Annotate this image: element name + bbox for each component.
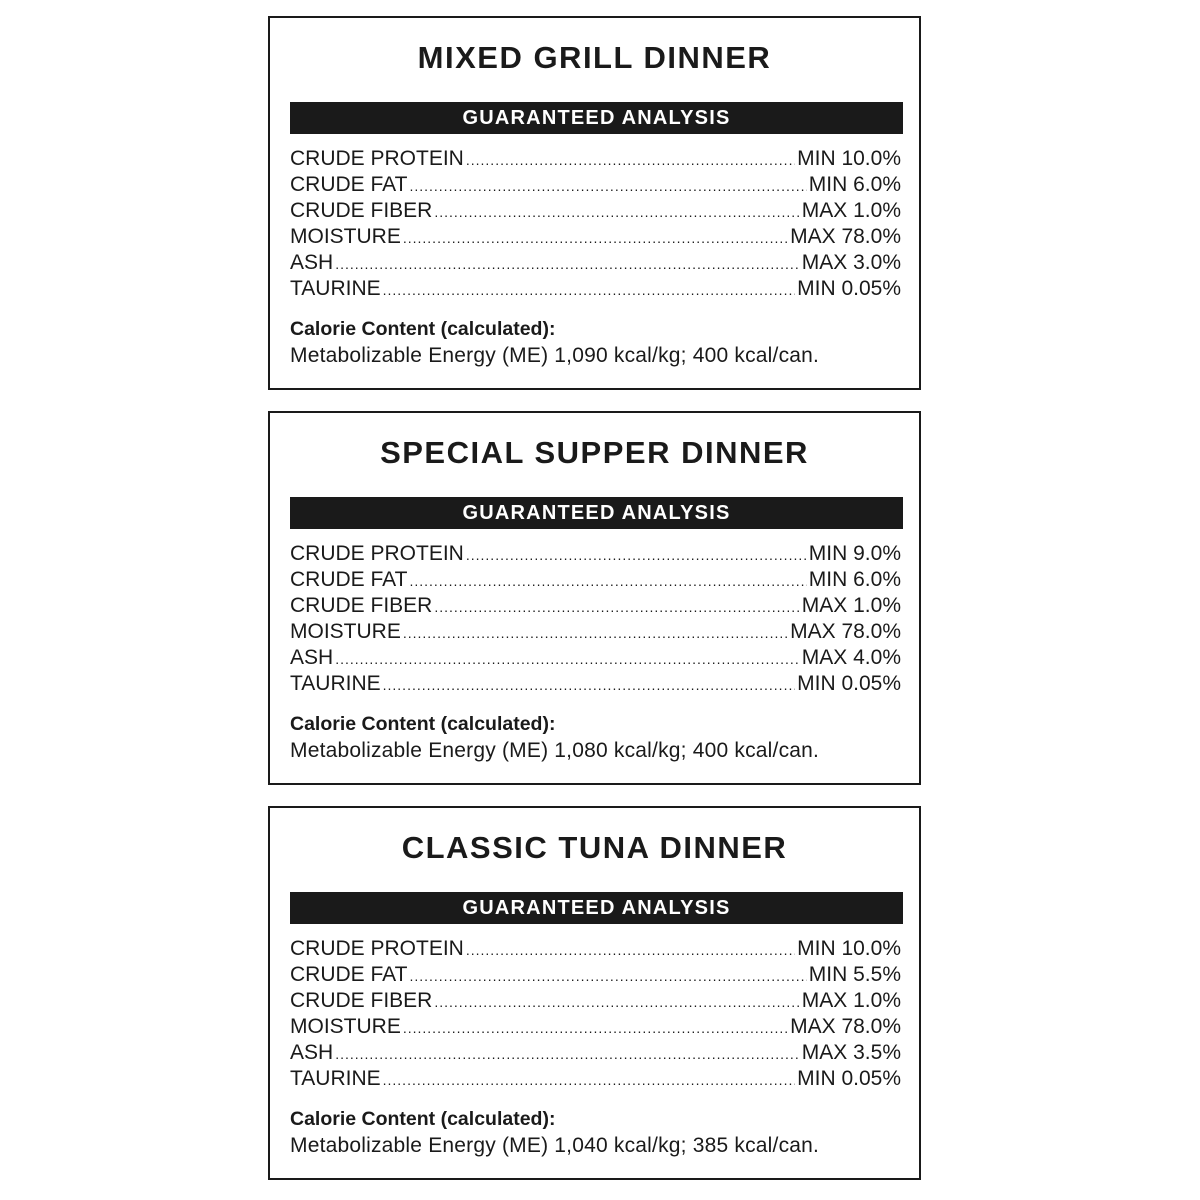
nutrient-name: CRUDE FIBER: [290, 594, 433, 617]
analysis-row: [290, 146, 901, 172]
nutrient-name: CRUDE PROTEIN: [290, 147, 464, 170]
nutrient-value: MIN 10.0%: [797, 147, 901, 170]
nutrient-value: MIN 5.5%: [808, 963, 901, 986]
nutrient-name: MOISTURE: [290, 225, 401, 248]
analysis-row: [290, 198, 901, 224]
nutrient-name: ASH: [290, 646, 334, 669]
nutrient-name: CRUDE PROTEIN: [290, 542, 464, 565]
dot-leader: [434, 989, 799, 1015]
nutrient-value: MIN 6.0%: [808, 568, 901, 591]
analysis-row: [290, 936, 901, 962]
dot-leader: [434, 199, 799, 225]
nutrient-value: MAX 78.0%: [790, 620, 901, 643]
analysis-row: [290, 1040, 901, 1066]
nutrient-value: MAX 1.0%: [801, 594, 901, 617]
dot-leader: [403, 1015, 788, 1041]
dot-leader: [383, 672, 796, 698]
dot-leader: [466, 147, 795, 173]
panel-title: MIXED GRILL DINNER: [417, 40, 772, 75]
dot-leader: [335, 251, 800, 277]
calorie-heading: Calorie Content (calculated):: [290, 713, 556, 735]
analysis-row: [290, 541, 901, 567]
analysis-row: [290, 988, 901, 1014]
calorie-heading: Calorie Content (calculated):: [290, 318, 556, 340]
nutrient-name: ASH: [290, 1041, 334, 1064]
nutrient-value: MAX 3.5%: [801, 1041, 901, 1064]
nutrient-value: MIN 10.0%: [797, 937, 901, 960]
analysis-row: [290, 224, 901, 250]
calorie-text: Metabolizable Energy (ME) 1,090 kcal/kg; 400 kcal/can.: [290, 344, 820, 367]
guaranteed-analysis-header: GUARANTEED ANALYSIS: [290, 497, 903, 529]
analysis-row: [290, 671, 901, 697]
nutrient-value: MIN 0.05%: [797, 1067, 901, 1090]
guaranteed-analysis-header: GUARANTEED ANALYSIS: [290, 102, 903, 134]
nutrient-value: MAX 4.0%: [801, 646, 901, 669]
analysis-list: [290, 146, 901, 302]
nutrient-name: MOISTURE: [290, 1015, 401, 1038]
nutrient-name: CRUDE FIBER: [290, 199, 433, 222]
panel-title: SPECIAL SUPPER DINNER: [380, 435, 809, 470]
nutrient-name: TAURINE: [290, 1067, 381, 1090]
analysis-panel-special-supper: [268, 411, 921, 785]
dot-leader: [403, 225, 788, 251]
nutrient-value: MAX 1.0%: [801, 199, 901, 222]
analysis-row: [290, 619, 901, 645]
nutrient-name: TAURINE: [290, 277, 381, 300]
dot-leader: [383, 277, 796, 303]
dot-leader: [403, 620, 788, 646]
analysis-row: [290, 172, 901, 198]
nutrient-name: CRUDE FAT: [290, 963, 408, 986]
analysis-row: [290, 250, 901, 276]
nutrient-value: MAX 78.0%: [790, 225, 901, 248]
nutrient-value: MAX 3.0%: [801, 251, 901, 274]
analysis-row: [290, 593, 901, 619]
analysis-row: [290, 962, 901, 988]
nutrient-value: MAX 78.0%: [790, 1015, 901, 1038]
nutrient-value: MIN 6.0%: [808, 173, 901, 196]
analysis-panel-mixed-grill: [268, 16, 921, 390]
nutrient-value: MIN 0.05%: [797, 277, 901, 300]
analysis-row: [290, 567, 901, 593]
dot-leader: [335, 1041, 800, 1067]
calorie-heading: Calorie Content (calculated):: [290, 1108, 556, 1130]
analysis-row: [290, 645, 901, 671]
analysis-list: [290, 936, 901, 1092]
analysis-row: [290, 1066, 901, 1092]
nutrient-value: MIN 9.0%: [808, 542, 901, 565]
dot-leader: [383, 1067, 796, 1093]
dot-leader: [409, 568, 806, 594]
dot-leader: [409, 173, 806, 199]
dot-leader: [466, 937, 795, 963]
analysis-row: [290, 276, 901, 302]
dot-leader: [409, 963, 806, 989]
analysis-panel-classic-tuna: [268, 806, 921, 1180]
dot-leader: [335, 646, 800, 672]
calorie-text: Metabolizable Energy (ME) 1,040 kcal/kg; 385 kcal/can.: [290, 1134, 820, 1157]
analysis-row: [290, 1014, 901, 1040]
nutrient-value: MAX 1.0%: [801, 989, 901, 1012]
dot-leader: [466, 542, 807, 568]
dot-leader: [434, 594, 799, 620]
nutrient-name: CRUDE FIBER: [290, 989, 433, 1012]
panel-title: CLASSIC TUNA DINNER: [401, 830, 788, 865]
guaranteed-analysis-header: GUARANTEED ANALYSIS: [290, 892, 903, 924]
nutrient-name: CRUDE PROTEIN: [290, 937, 464, 960]
calorie-text: Metabolizable Energy (ME) 1,080 kcal/kg; 400 kcal/can.: [290, 739, 820, 762]
nutrient-name: CRUDE FAT: [290, 568, 408, 591]
nutrient-name: TAURINE: [290, 672, 381, 695]
nutrient-name: MOISTURE: [290, 620, 401, 643]
nutrient-value: MIN 0.05%: [797, 672, 901, 695]
nutrient-name: ASH: [290, 251, 334, 274]
nutrient-name: CRUDE FAT: [290, 173, 408, 196]
analysis-list: [290, 541, 901, 697]
